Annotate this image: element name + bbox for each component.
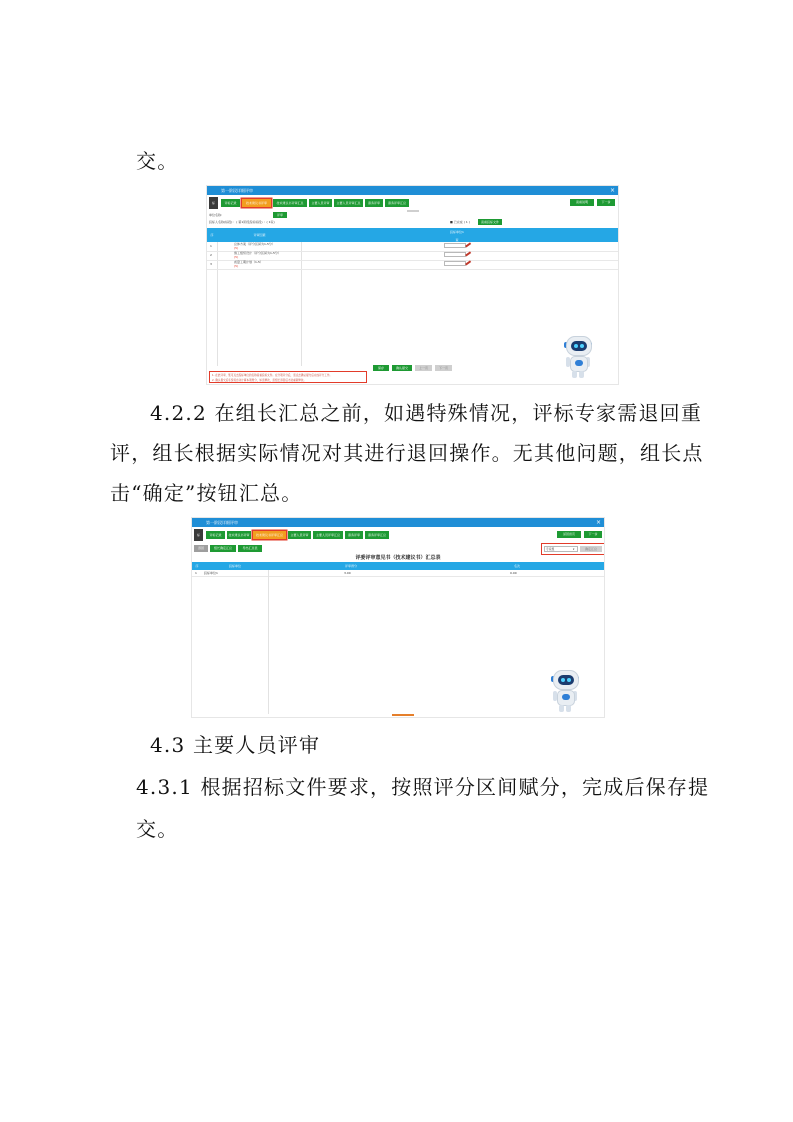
row-score: 3.00 (344, 571, 351, 575)
table-header (207, 228, 618, 242)
close-icon[interactable]: × (609, 187, 615, 194)
row-rank: 0.00 (510, 571, 517, 575)
row-factor: 总体方案（评分区间为1-5分） (234, 242, 275, 246)
col-bidder[interactable] (402, 228, 512, 242)
notes-highlight (209, 371, 367, 383)
expert-group-select[interactable] (544, 546, 578, 552)
col-seq: 序 (195, 564, 199, 568)
paragraph-tail-1: 交。 (136, 149, 179, 173)
confirm-summary-button[interactable]: 确定汇总 (580, 546, 602, 552)
paragraph-4-2-2-line1: 4.2.2 在组长汇总之前，如遇特殊情况，评标专家需退回重 (150, 401, 703, 425)
col-bidder: 投标单位 (228, 564, 241, 568)
splitter-handle[interactable] (392, 714, 414, 716)
unit-label: 单位名称： (209, 213, 225, 217)
next-step-button[interactable]: 下一步 (597, 199, 615, 206)
table-header (192, 562, 604, 570)
paragraph-4-3-1-line2: 交。 (136, 817, 179, 841)
paragraph-4-2-2-line2: 评，组长根据实际情况对其进行退回操作。无其他问题，组长点 (110, 441, 704, 465)
instructions-button[interactable]: 查看说明 (570, 199, 594, 206)
window-title: 第一阶段详细评审 (221, 188, 253, 193)
close-icon[interactable]: × (595, 519, 601, 526)
row-factor: 施工组织设计（评分区间为1-5分） (234, 251, 281, 255)
summary-table-title: 评委评审意见书（技术建议书）汇总表 (355, 555, 441, 561)
next-page-button[interactable]: 下一页 (435, 365, 452, 371)
score-input[interactable] (444, 252, 466, 257)
save-button[interactable]: 保存 (373, 365, 389, 371)
return-button[interactable]: 退回 (194, 545, 208, 552)
tab-commercial-summary[interactable]: 商务评审汇总 (385, 199, 409, 207)
tab-commercial-summary[interactable]: 商务评审汇总 (365, 531, 389, 539)
window-title: 第一阶段详细评审 (206, 520, 238, 525)
bidder-label: 投标人名称(标段)： ( 第1阶段投标标段) ：( 1家) (209, 220, 275, 224)
bidder-view-icon[interactable]: 查 (455, 238, 459, 242)
export-summary-button[interactable]: 导出汇总表 (238, 545, 262, 552)
row-max: (5) (234, 255, 239, 259)
col-seq: 序 (210, 233, 214, 237)
row-number: 2 (210, 253, 212, 257)
paragraph-4-3-1-line1: 4.3.1 根据招标文件要求，按照评分区间赋分，完成后保存提 (136, 775, 710, 799)
home-button[interactable]: 返回首页 (557, 531, 581, 538)
row-bidder: 投标单位1 (204, 571, 218, 575)
row-max: (5) (234, 246, 239, 250)
col-factor: 评审因素 (253, 233, 266, 237)
tab-technical-summary[interactable]: 技术建议书评审汇总 (253, 531, 286, 539)
tab-technical-review[interactable]: 技术建议书评审 (242, 199, 271, 207)
row-number: 1 (195, 571, 197, 575)
score-input[interactable] (444, 243, 466, 248)
window-titlebar (207, 186, 618, 195)
col-score: 评审得分 (344, 564, 357, 568)
row-factor: 质量工期计划（1-5） (234, 260, 263, 264)
tab-technical-summary[interactable]: 技术建议书评审汇总 (273, 199, 307, 207)
window-titlebar (192, 518, 604, 527)
completed-checkbox[interactable]: ■ 已完成 ( 1 ) (450, 220, 470, 224)
note-line-1: 1. 在此评审，您可点击投标单位的名称查看投标文件。在分项评分后，需点击确认提交后完成评分工作。 (212, 374, 333, 377)
review-subtab[interactable]: 评审 (273, 212, 287, 218)
tab-personnel-summary[interactable]: 主要人员评审汇总 (313, 531, 343, 539)
tab-bid-record[interactable]: 评标记录 (206, 531, 225, 539)
tab-commercial-review[interactable]: 商务评审 (365, 199, 383, 207)
logo: 标 (194, 529, 203, 541)
row-number: 3 (210, 262, 212, 266)
next-step-button[interactable]: 下一步 (584, 531, 602, 538)
screenshot-technical-summary (192, 518, 604, 717)
paragraph-4-2-2-line3: 击“确定”按钮汇总。 (110, 481, 303, 505)
tab-technical-review[interactable]: 技术建议书评审 (228, 533, 250, 537)
tab-bid-record[interactable]: 评标记录 (221, 199, 240, 207)
robot-assistant-icon[interactable] (550, 670, 580, 714)
view-bid-file-button[interactable]: 查看投标文件 (478, 219, 502, 225)
chevron-down-icon[interactable]: ▾ (573, 547, 575, 551)
prev-page-button[interactable]: 上一页 (415, 365, 432, 371)
tab-personnel-review[interactable]: 主要人员评审 (309, 199, 332, 207)
tab-personnel-review[interactable]: 主要人员评审 (288, 531, 311, 539)
screenshot-technical-review (207, 186, 618, 384)
tab-personnel-summary[interactable]: 主要人员评审汇总 (334, 199, 363, 207)
confirm-submit-button[interactable]: 确认提交 (392, 365, 412, 371)
note-line-2: 2. 确认提交后系统将自动计算本项得分，如需修改，需组长退回后才能重新修改。 (212, 379, 307, 382)
section-heading-4-3: 4.3 主要人员评审 (150, 733, 321, 757)
row-number: 1 (210, 244, 212, 248)
robot-assistant-icon[interactable] (563, 336, 593, 382)
row-max: (5) (234, 264, 239, 268)
logo: 标 (209, 197, 218, 209)
tab-commercial-review[interactable]: 商务评审 (345, 531, 363, 539)
leader-confirm-summary-button[interactable]: 组长确定汇总 (210, 545, 236, 552)
score-input[interactable] (444, 261, 466, 266)
expert-group-value: 专家组 (546, 547, 555, 551)
bidder-name[interactable]: 投标单位1 (450, 230, 464, 234)
col-rank: 名次 (513, 564, 520, 568)
splitter-handle[interactable] (407, 210, 419, 212)
